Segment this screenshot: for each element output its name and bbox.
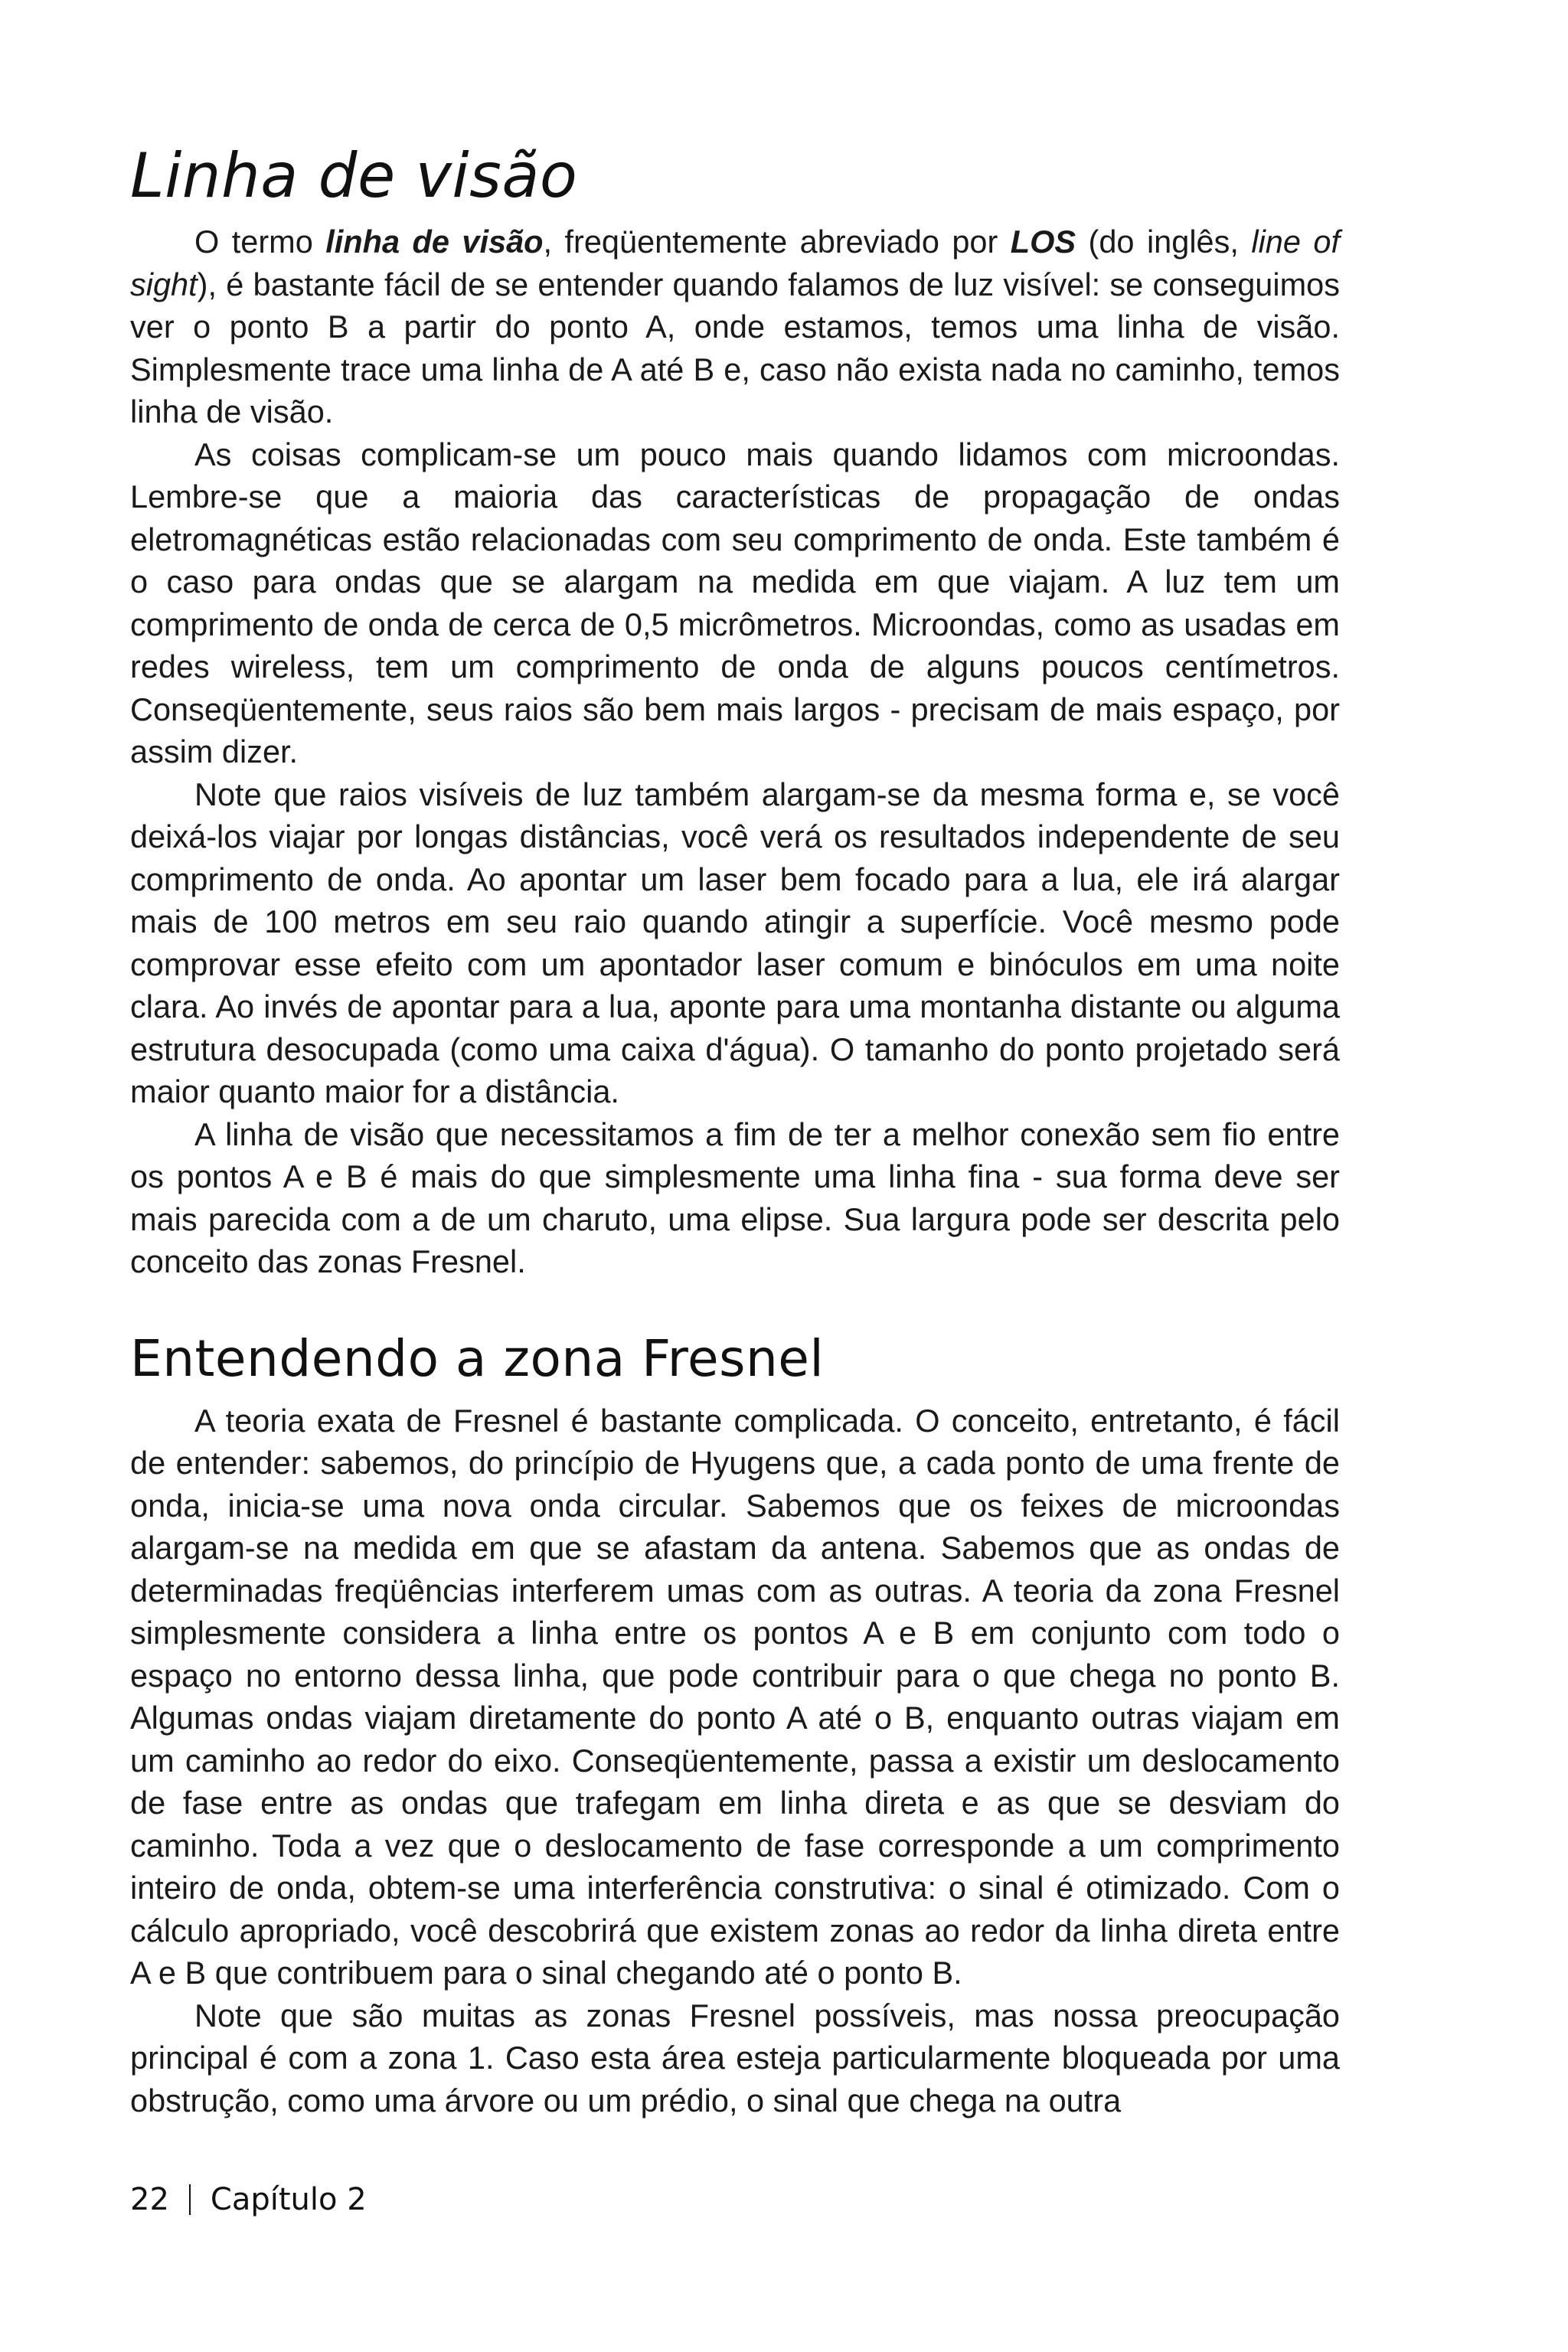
- italic-text: line of sight: [130, 224, 1341, 302]
- text-run: ), é bastante fácil de se entender quando falamos de luz visível: se conseguimos ver o ponto B a partir do ponto A, onde estamos, temos uma linha de visão. Simplesmente trace uma linha de A até B e, caso não exista nada no caminho, temos linha de visão.: [130, 266, 1340, 430]
- section-body-linha-de-visao: [130, 220, 1340, 1283]
- page-content: [130, 138, 1340, 2122]
- paragraph: [130, 1400, 1340, 1994]
- paragraph: [130, 1113, 1340, 1283]
- text-run: (do inglês,: [1076, 224, 1252, 260]
- section-title-zona-fresnel: Entendendo a zona Fresnel: [130, 1328, 825, 1388]
- text-run: A linha de visão que necessitamos a fim de ter a melhor conexão sem fio entre os pontos A e B é mais do que simplesmente uma linha fina - sua forma deve ser mais parecida com a de um charuto, uma elipse. Sua largura pode ser descrita pelo conceito das zonas Fresnel.: [130, 1116, 1340, 1279]
- text-run: As coisas complicam-se um pouco mais quando lidamos com microondas. Lembre-se que a maioria das características de propagação de ondas eletromagnéticas estão relacionadas com seu comprimento de onda. Este também é o caso para ondas que se alargam na medida em que viajam. A luz tem um comprimento de onda de cerca de 0,5 micrômetros. Microondas, como as usadas em redes wireless, tem um comprimento de onda de alguns poucos centímetros. Conseqüentemente, seus raios são bem mais largos - precisam de mais espaço, por assim dizer.: [130, 436, 1340, 769]
- paragraph: [130, 773, 1340, 1113]
- bold-term: [325, 224, 543, 260]
- paragraph: [130, 1994, 1340, 2122]
- text-run: A teoria exata de Fresnel é bastante complicada. O conceito, entretanto, é fácil de entender: sabemos, do princípio de Hyugens que, a cada ponto de uma frente de onda, inicia-se uma nova onda circular. Sabemos que os feixes de microondas alargam-se na medida em que se afastam da antena. Sabemos que as ondas de determinadas freqüências interferem umas com as outras. A teoria da zona Fresnel simplesmente considera a linha entre os pontos A e B em conjunto com todo o espaço no entorno dessa linha, que pode contribuir para o que chega no ponto B. Algumas ondas viajam diretamente do ponto A até o B, enquanto outras viajam em um caminho ao redor do eixo. Conseqüentemente, passa a existir um deslocamento de fase entre as ondas que trafegam em linha direta e as que se desviam do caminho. Toda a vez que o deslocamento de fase corresponde a um comprimento inteiro de onda, obtem-se uma interferência construtiva: o sinal é otimizado. Com o cálculo apropriado, você descobrirá que existem zonas ao redor da linha direta entre A e B que contribuem para o sinal chegando até o ponto B.: [130, 1402, 1340, 1991]
- section-title-linha-de-visao: Linha de visão: [130, 140, 578, 211]
- page-number: 22: [130, 2182, 169, 2217]
- chapter-label: Capítulo 2: [210, 2182, 367, 2217]
- bold-term: [1011, 224, 1076, 260]
- text-run: Note que são muitas as zonas Fresnel possíveis, mas nossa preocupação principal é com a zona 1. Caso esta área esteja particularmente bloqueada por uma obstrução, como uma árvore ou um prédio, o sinal que chega na outra: [130, 1997, 1340, 2118]
- section-body-zona-fresnel: [130, 1400, 1340, 2122]
- paragraph: [130, 433, 1340, 773]
- text-run: Note que raios visíveis de luz também alargam-se da mesma forma e, se você deixá-los viajar por longas distâncias, você verá os resultados independente de seu comprimento de onda. Ao apontar um laser bem focado para a lua, ele irá alargar mais de 100 metros em seu raio quando atingir a superfície. Você mesmo pode comprovar esse efeito com um apontador laser comum e binóculos em uma noite clara. Ao invés de apontar para a lua, aponte para uma montanha distante ou alguma estrutura desocupada (como uma caixa d'água). O tamanho do ponto projetado será maior quanto maior for a distância.: [130, 776, 1340, 1109]
- text-run: , freqüentemente abreviado por: [543, 224, 1011, 260]
- page-footer: [130, 2180, 367, 2219]
- text-run: O termo: [194, 224, 326, 260]
- footer-separator: [189, 2184, 191, 2215]
- emphasized-term: LOS: [1010, 224, 1076, 260]
- emphasized-term: linha de visão: [325, 224, 544, 260]
- paragraph: [130, 220, 1340, 433]
